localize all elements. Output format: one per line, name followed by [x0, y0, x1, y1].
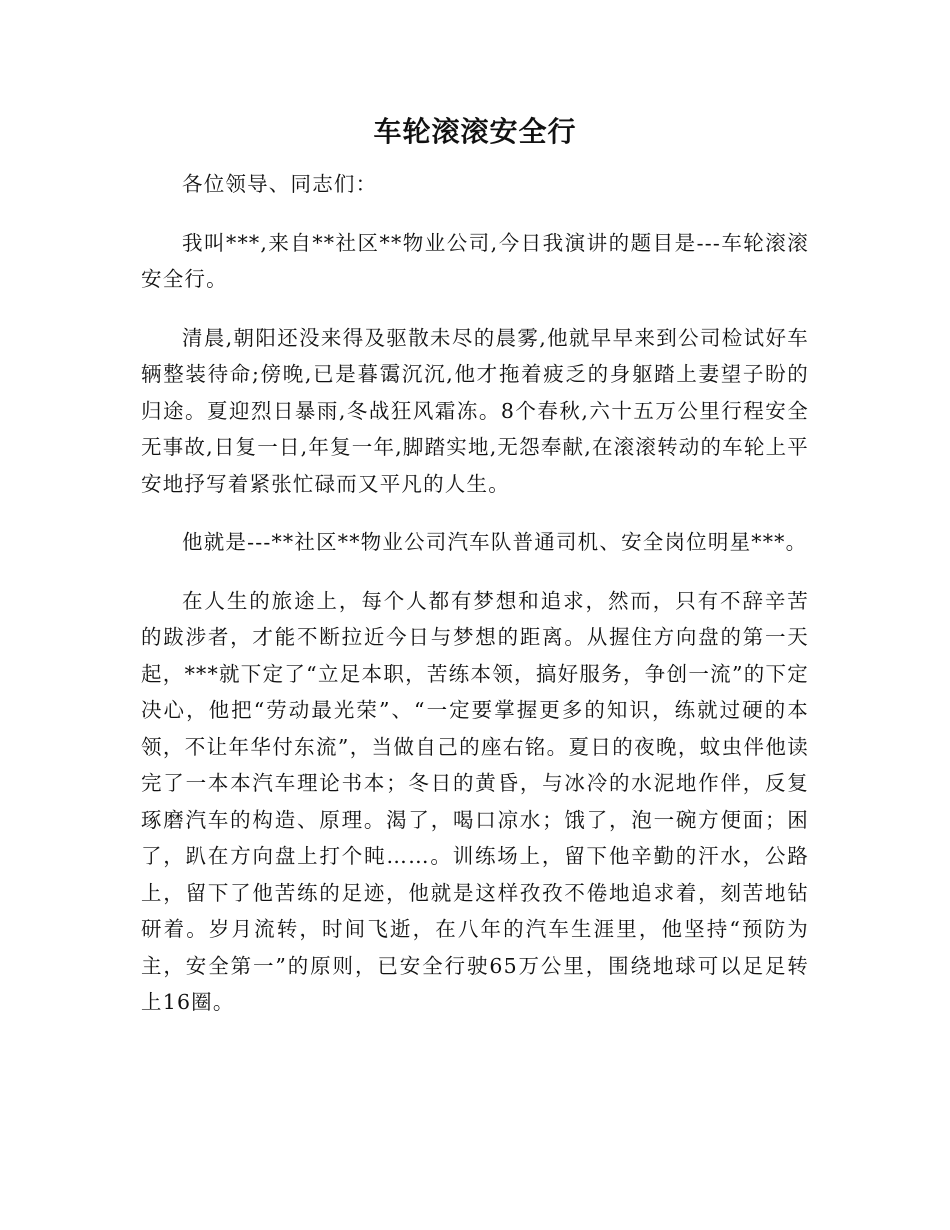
intro-paragraph: 我叫***,来自**社区**物业公司,今日我演讲的题目是---车轮滚滚安全行。: [141, 230, 809, 291]
greeting-paragraph: 各位领导、同志们：: [182, 172, 378, 196]
document-body: [141, 166, 809, 1021]
document-title: 车轮滚滚安全行: [373, 115, 577, 148]
daily-routine-paragraph: 清晨,朝阳还没来得及驱散未尽的晨雾,他就早早来到公司检试好车辆整装待命;傍晚,已是暮霭沉沉,他才拖着疲乏的身躯踏上妻望子盼的归途。夏迎烈日暴雨,冬战狂风霜冻。8个春秋,六十五万公里行程安全无事故,日复一日,年复一年,脚踏实地,无怨奉献,在滚滚转动的车轮上平安地抒写着紧张忙碌而又平凡的人生。: [141, 325, 809, 496]
dedication-paragraph: 在人生的旅途上，每个人都有梦想和追求，然而，只有不辞辛苦的跋涉者，才能不断拉近今日与梦想的距离。从握住方向盘的第一天起，***就下定了“立足本职，苦练本领，搞好服务，争创一流”的下定决心，他把“劳动最光荣”、“一定要掌握更多的知识，练就过硬的本领，不让年华付东流”，当做自己的座右铭。夏日的夜晚，蚊虫伴他读完了一本本汽车理论书本；冬日的黄昏，与冰冷的水泥地作伴，反复琢磨汽车的构造、原理。渴了，喝口凉水；饿了，泡一碗方便面；困了，趴在方向盘上打个盹……。训练场上，留下他辛勤的汗水，公路上，留下了他苦练的足迹，他就是这样孜孜不倦地追求着，刻苦地钻研着。岁月流转，时间飞逝，在八年的汽车生涯里，他坚持“预防为主，安全第一”的原则，已安全行驶65万公里，围绕地球可以足足转上16圈。: [141, 588, 809, 1014]
identity-paragraph: 他就是---**社区**物业公司汽车队普通司机、安全岗位明星***。: [182, 530, 808, 554]
